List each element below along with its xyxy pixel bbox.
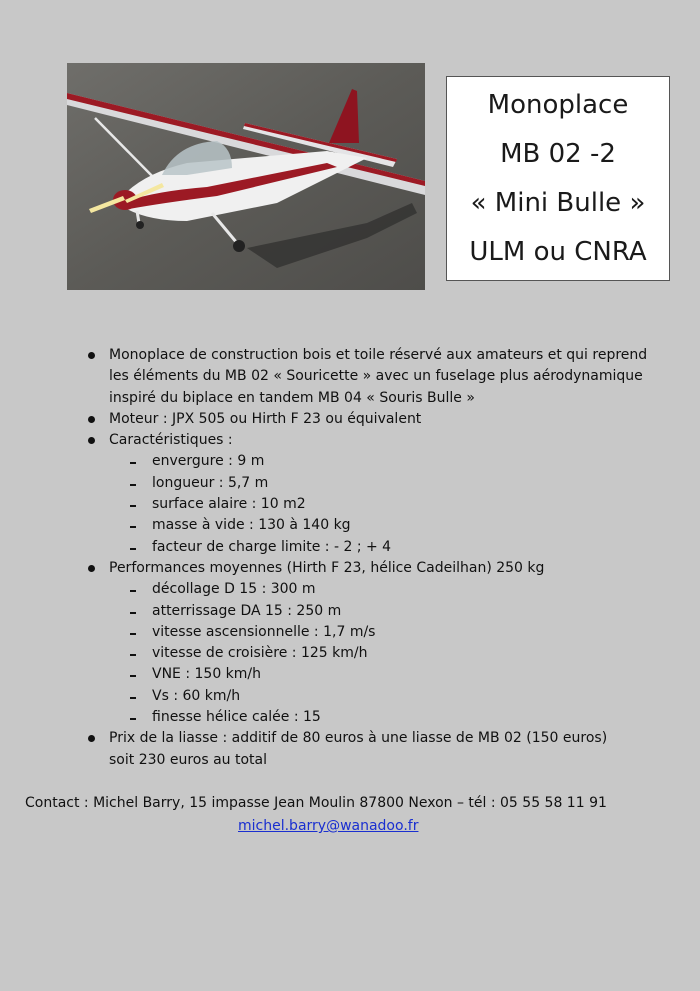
title-line-2: MB 02 -2 [500, 138, 616, 169]
aircraft-photo [67, 63, 425, 290]
spec-list [86, 345, 666, 771]
sub-item-masse: masse à vide : 130 à 140 kg [86, 515, 666, 536]
sub-item-decollage: décollage D 15 : 300 m [86, 579, 666, 600]
bullet-intro: Monoplace de construction bois et toile réservé aux amateurs et qui reprend les éléments du MB 02 « Souricette » avec un fuselage plus aérodynamique inspiré du biplace en tandem MB 04 « Souris Bulle » [86, 345, 666, 409]
sub-item-finesse: finesse hélice calée : 15 [86, 707, 666, 728]
prix-line-2: soit 230 euros au total [109, 751, 268, 768]
sub-item-surface: surface alaire : 10 m2 [86, 494, 666, 515]
sub-item-facteur: facteur de charge limite : - 2 ; + 4 [86, 537, 666, 558]
sub-item-longueur: longueur : 5,7 m [86, 473, 666, 494]
title-line-4: ULM ou CNRA [469, 236, 647, 267]
bullet-moteur: Moteur : JPX 505 ou Hirth F 23 ou équivalent [86, 409, 666, 430]
sub-item-vitesse-ascensionnelle: vitesse ascensionnelle : 1,7 m/s [86, 622, 666, 643]
email-link[interactable]: michel.barry@wanadoo.fr [238, 818, 419, 834]
sub-item-vitesse-croisiere: vitesse de croisière : 125 km/h [86, 643, 666, 664]
sub-item-vne: VNE : 150 km/h [86, 664, 666, 685]
bullet-performances: Performances moyennes (Hirth F 23, hélice Cadeilhan) 250 kg [86, 558, 666, 579]
title-line-3: « Mini Bulle » [470, 187, 646, 218]
bullet-caracteristiques: Caractéristiques : [86, 430, 666, 451]
title-line-1: Monoplace [487, 89, 629, 120]
contact-line: Contact : Michel Barry, 15 impasse Jean Moulin 87800 Nexon – tél : 05 55 58 11 91 [25, 795, 607, 811]
title-box [446, 76, 670, 281]
prix-line-1: Prix de la liasse : additif de 80 euros à une liasse de MB 02 (150 euros) [109, 730, 608, 747]
sub-item-envergure: envergure : 9 m [86, 451, 666, 472]
sub-item-vs: Vs : 60 km/h [86, 686, 666, 707]
sub-item-atterrissage: atterrissage DA 15 : 250 m [86, 601, 666, 622]
bullet-prix [86, 728, 666, 771]
